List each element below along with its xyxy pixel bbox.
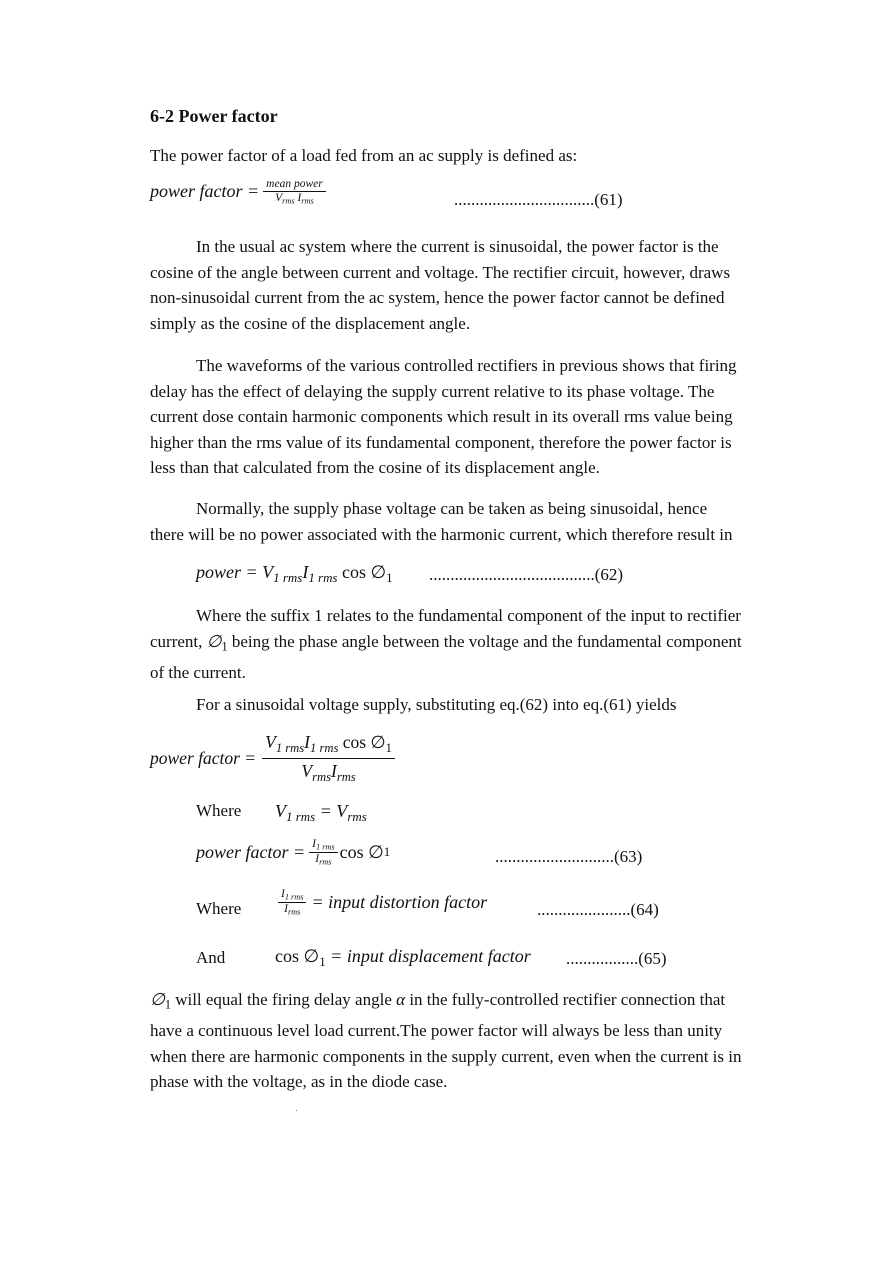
paragraph-6: [150, 987, 745, 1095]
eq64-den-i: I: [284, 902, 288, 915]
eqbig-num-v: V: [265, 732, 276, 752]
scan-speck: [296, 1110, 297, 1111]
eq62-cos: cos ∅: [337, 562, 387, 582]
where1-v: V: [275, 801, 286, 821]
eq63-numerator: [309, 838, 337, 852]
eqbig-num-i-sub: 1 rms: [310, 740, 339, 755]
eq61-den-i: I: [297, 191, 302, 204]
where-1-expression: [275, 801, 367, 825]
eq61-numerator: mean power: [266, 178, 323, 190]
eqbig-fraction: [262, 733, 395, 784]
eqbig-numerator: [262, 733, 395, 758]
eqbig-den-v-sub: rms: [312, 769, 331, 784]
eq61-denominator: [272, 192, 317, 206]
eqbig-den-i-sub: rms: [336, 769, 356, 784]
eqbig-denominator: [298, 759, 358, 784]
para6-text-b: in the fully-controlled rectifier connection that have a continuous level load current.The power factor will always be less than unity when there are harmonic components in the supply current, even when the current is in phase with the voltage, as in the diode case.: [150, 990, 742, 1092]
eqbig-num-v-sub: 1 rms: [275, 740, 305, 755]
eq61-den-v: V: [275, 191, 283, 204]
eqbig-num-cos-sub: 1: [385, 740, 392, 755]
equation-substituted: [150, 733, 395, 784]
eq63-number: ............................(63): [495, 847, 643, 866]
paragraph-1: In the usual ac system where the current is sinusoidal, the power factor is the cosine of the angle between current and voltage. The rectifier circuit, however, draws non-sinusoidal current from the ac system, hence the power factor cannot be defined simply as the cosine of the displacement angle.: [150, 237, 731, 333]
where1-eq-sub: rms: [347, 808, 367, 824]
eq62-v: V: [262, 562, 274, 582]
eq64-num-i: I: [281, 888, 285, 900]
eq61-den-i-sub: rms: [301, 196, 314, 206]
phi-subscript: 1: [221, 639, 228, 654]
eq63-num-i: I: [312, 838, 316, 850]
para6-phi-symbol: ∅: [150, 990, 165, 1009]
eqbig-lhs: power factor =: [150, 747, 257, 768]
eq61-fraction: [263, 178, 326, 206]
eq63-cos-sub: 1: [383, 844, 391, 860]
eqbig-den-v: V: [301, 760, 313, 781]
eq64-number: ......................(64): [537, 900, 659, 919]
eq62-i-sub: 1 rms: [308, 569, 338, 585]
equation-64: [278, 888, 487, 917]
eq63-fraction: [309, 838, 337, 867]
eq63-den-i: I: [315, 852, 320, 865]
eq62-number: .......................................(62): [429, 565, 624, 584]
para6-phi-subscript: 1: [164, 997, 171, 1012]
section-heading: 6-2 Power factor: [150, 106, 278, 126]
eq61-number: .................................(61): [454, 190, 623, 209]
eqbig-num-cos: cos ∅: [338, 732, 386, 752]
eqbig-num-i: I: [304, 732, 310, 752]
and-label: And: [196, 948, 226, 967]
eqbig-den-i: I: [330, 760, 337, 781]
eq63-num-i-sub: 1 rms: [316, 842, 335, 852]
where1-v-sub: 1 rms: [286, 808, 316, 824]
eq63-lhs: power factor =: [196, 841, 306, 862]
eq63-den-i-sub: rms: [319, 857, 332, 867]
alpha-symbol: α: [396, 990, 406, 1009]
para4-text-a: Where the suffix 1 relates to the fundamental component of the input to rectifier current,: [150, 606, 741, 651]
para4-text-b: being the phase angle between the voltage and the fundamental component of the current.: [150, 631, 742, 682]
eq65-rhs: = input displacement factor: [325, 946, 531, 966]
eq64-numerator: [278, 888, 306, 902]
eq62-i: I: [302, 562, 309, 582]
eq62-v-sub: 1 rms: [273, 569, 303, 585]
where-label-2: Where: [196, 899, 242, 918]
eq61-lhs: power factor =: [150, 181, 260, 202]
where1-eq: = V: [315, 801, 348, 821]
eq64-rhs: = input distortion factor: [311, 891, 488, 912]
para6-text-a: will equal the firing delay angle: [170, 990, 397, 1009]
eq61-den-v-sub: rms: [282, 196, 295, 206]
paragraph-4: [150, 603, 745, 685]
eq63-denominator: [312, 853, 334, 867]
paragraph-3: Normally, the supply phase voltage can be taken as being sinusoidal, hence there will be no power associated with the harmonic current, which therefore result in: [150, 499, 733, 544]
equation-61: [150, 178, 326, 206]
eq64-den-i-sub: rms: [287, 907, 301, 917]
eq65-cos-sub: 1: [319, 953, 326, 969]
eq62-cos-sub: 1: [386, 569, 393, 585]
eq65-cos: cos ∅: [275, 946, 320, 966]
where-label-1: Where: [196, 801, 242, 820]
eq64-num-i-sub: 1 rms: [284, 892, 304, 902]
eq62-lhs: power =: [196, 562, 263, 582]
equation-62: [196, 562, 393, 586]
equation-65: [275, 946, 531, 970]
equation-63: [196, 838, 390, 867]
paragraph-2: The waveforms of the various controlled rectifiers in previous shows that firing delay has the effect of delaying the supply current relative to its phase voltage. The current dose contain harmonic components which result in its overall rms value being higher than the rms value of its fundamental component, therefore the power factor is less than that calculated from the cosine of its displacement angle.: [150, 356, 737, 477]
intro-text: The power factor of a load fed from an ac supply is defined as:: [150, 146, 578, 165]
eq64-fraction: [278, 888, 306, 917]
phi-symbol: ∅: [206, 631, 222, 651]
paragraph-5: For a sinusoidal voltage supply, substituting eq.(62) into eq.(61) yields: [196, 695, 677, 714]
eq64-denominator: [281, 903, 303, 917]
eq63-cos: cos ∅: [339, 841, 384, 862]
eq65-number: .................(65): [566, 949, 667, 968]
